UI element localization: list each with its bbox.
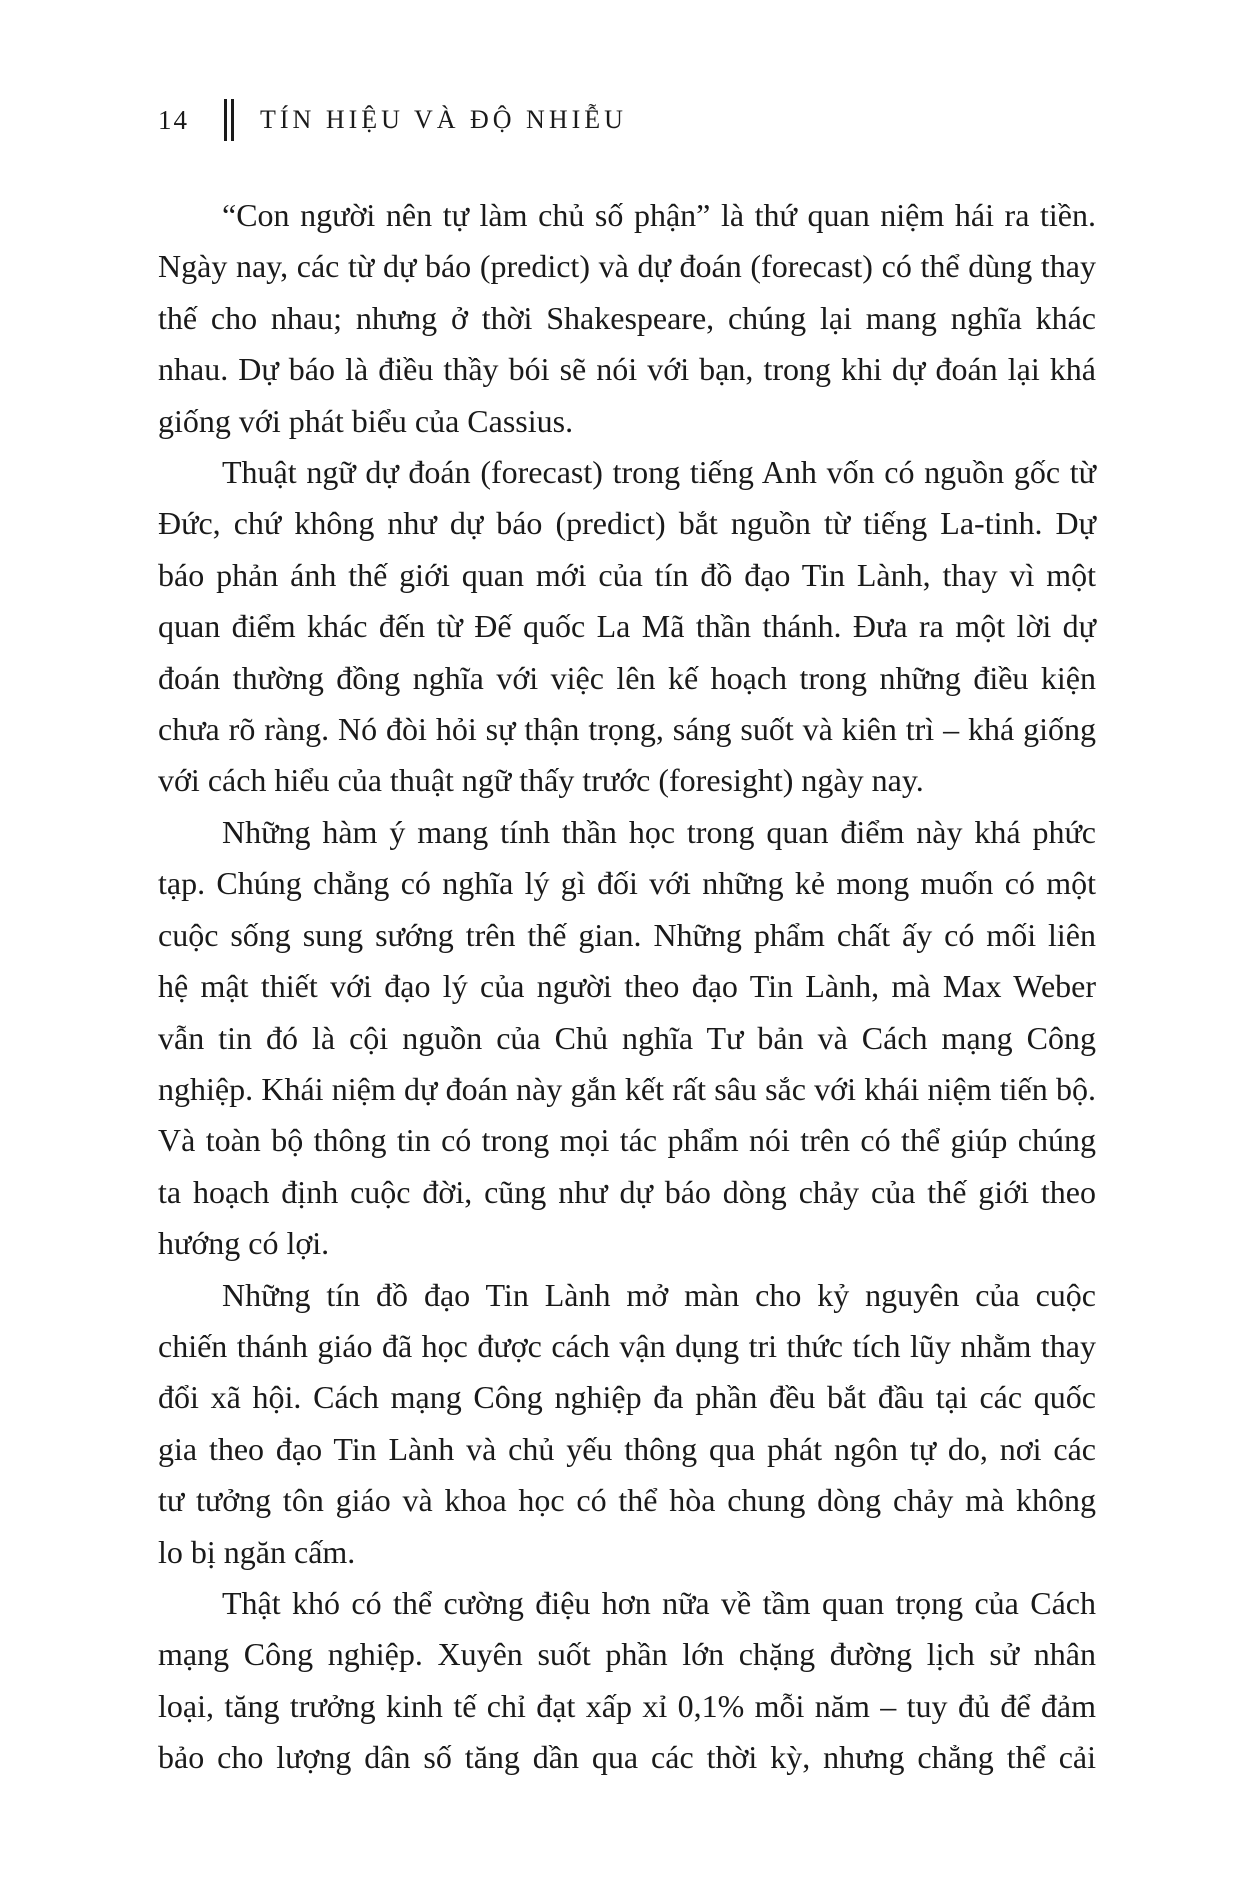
- text-line: “Con người nên tự làm chủ số phận” là thứ quan niệm hái ra tiền.: [222, 197, 1096, 233]
- text-line: đổi xã hội. Cách mạng Công nghiệp đa phần đều bắt đầu tại các quốc: [158, 1379, 1096, 1416]
- header-double-rule: [224, 99, 234, 141]
- text-line: quan điểm khác đến từ Đế quốc La Mã thần thánh. Đưa ra một lời dự: [158, 608, 1096, 645]
- text-line: chiến thánh giáo đã học được cách vận dụng tri thức tích lũy nhằm thay: [158, 1327, 1096, 1364]
- text-line: báo phản ánh thế giới quan mới của tín đồ đạo Tin Lành, thay vì một: [158, 556, 1096, 593]
- text-line: Và toàn bộ thông tin có trong mọi tác phẩm nói trên có thể giúp chúng: [158, 1122, 1096, 1159]
- text-line: tư tưởng tôn giáo và khoa học có thể hòa chung dòng chảy mà không: [158, 1482, 1096, 1519]
- paragraph-1: [158, 190, 1096, 447]
- text-line: lo bị ngăn cấm.: [158, 1533, 356, 1570]
- text-line: ta hoạch định cuộc đời, cũng như dự báo dòng chảy của thế giới theo: [158, 1173, 1096, 1210]
- text-line: nghiệp. Khái niệm dự đoán này gắn kết rất sâu sắc với khái niệm tiến bộ.: [158, 1070, 1096, 1107]
- text-line: đoán thường đồng nghĩa với việc lên kế hoạch trong những điều kiện: [158, 659, 1096, 696]
- text-line: giống với phát biểu của Cassius.: [158, 402, 574, 439]
- text-line: với cách hiểu của thuật ngữ thấy trước (foresight) ngày nay.: [158, 762, 924, 799]
- text-line: loại, tăng trưởng kinh tế chỉ đạt xấp xỉ 0,1% mỗi năm – tuy đủ để đảm: [158, 1687, 1096, 1724]
- text-line: Những hàm ý mang tính thần học trong quan điểm này khá phức: [222, 813, 1096, 850]
- text-line: vẫn tin đó là cội nguồn của Chủ nghĩa Tư bản và Cách mạng Công: [158, 1019, 1096, 1056]
- text-line: Thuật ngữ dự đoán (forecast) trong tiếng Anh vốn có nguồn gốc từ: [222, 454, 1096, 491]
- paragraph-4: [158, 1270, 1096, 1578]
- text-line: tạp. Chúng chẳng có nghĩa lý gì đối với những kẻ mong muốn có một: [158, 865, 1096, 902]
- text-line: Thật khó có thể cường điệu hơn nữa về tầm quan trọng của Cách: [222, 1584, 1096, 1621]
- body-text: [158, 190, 1096, 1784]
- paragraph-2: [158, 447, 1096, 807]
- paragraph-3: [158, 807, 1096, 1270]
- text-line: Đức, chứ không như dự báo (predict) bắt nguồn từ tiếng La-tinh. Dự: [158, 505, 1096, 542]
- page-number: 14: [158, 104, 189, 135]
- book-title: TÍN HIỆU VÀ ĐỘ NHIỄU: [260, 105, 627, 134]
- text-line: gia theo đạo Tin Lành và chủ yếu thông qua phát ngôn tự do, nơi các: [158, 1430, 1096, 1467]
- text-line: nhau. Dự báo là điều thầy bói sẽ nói với bạn, trong khi dự đoán lại khá: [158, 351, 1096, 388]
- running-header: [158, 98, 627, 142]
- text-line: mạng Công nghiệp. Xuyên suốt phần lớn chặng đường lịch sử nhân: [158, 1636, 1096, 1673]
- paragraph-5: [158, 1578, 1096, 1784]
- text-line: hướng có lợi.: [158, 1225, 330, 1262]
- text-line: cuộc sống sung sướng trên thế gian. Những phẩm chất ấy có mối liên: [158, 916, 1096, 953]
- text-line: chưa rõ ràng. Nó đòi hỏi sự thận trọng, sáng suốt và kiên trì – khá giống: [158, 711, 1096, 748]
- text-line: thế cho nhau; nhưng ở thời Shakespeare, chúng lại mang nghĩa khác: [158, 299, 1096, 336]
- text-line: bảo cho lượng dân số tăng dần qua các thời kỳ, nhưng chẳng thể cải: [158, 1739, 1096, 1776]
- text-line: hệ mật thiết với đạo lý của người theo đạo Tin Lành, mà Max Weber: [158, 968, 1096, 1005]
- text-line: Những tín đồ đạo Tin Lành mở màn cho kỷ nguyên của cuộc: [222, 1276, 1096, 1313]
- text-line: Ngày nay, các từ dự báo (predict) và dự đoán (forecast) có thể dùng thay: [158, 248, 1096, 285]
